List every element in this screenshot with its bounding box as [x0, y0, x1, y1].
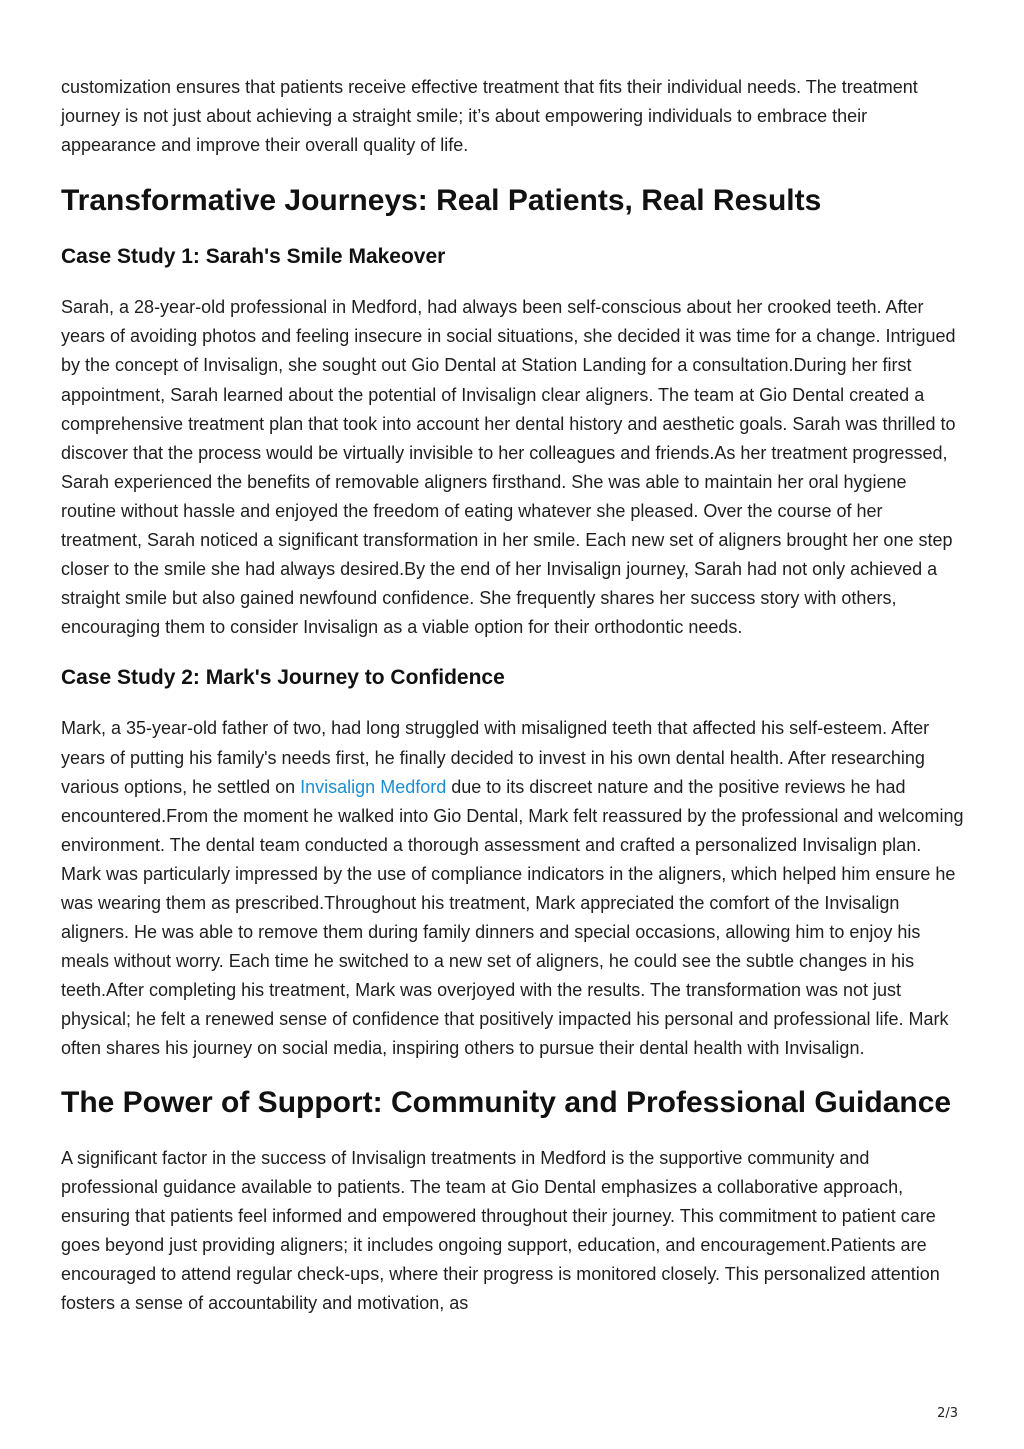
power-of-support-paragraph: A significant factor in the success of Invisalign treatments in Medford is the supportive community and professional guidance available to patients. The team at Gio Dental emphasizes a collaborative approach, ensuring that patients feel informed and empowered throughout their journey. This commitment to patient care goes beyond just providing aligners; it includes ongoing support, education, and encouragement.Patients are encouraged to attend regular check-ups, where their progress is monitored closely. This personalized attention fosters a sense of accountability and motivation, as	[61, 1147, 940, 1313]
case-study-1-paragraph: Sarah, a 28-year-old professional in Medford, had always been self-conscious about her crooked teeth. After years of avoiding photos and feeling insecure in social situations, she decided it was time for a change. Intrigued by the concept of Invisalign, she sought out Gio Dental at Station Landing for a consultation.During her first appointment, Sarah learned about the potential of Invisalign clear aligners. The team at Gio Dental created a comprehensive treatment plan that took into account her dental history and aesthetic goals. Sarah was thrilled to discover that the process would be virtually invisible to her colleagues and friends.As her treatment progressed, Sarah experienced the benefits of removable aligners firsthand. She was able to maintain her oral hygiene routine without hassle and enjoyed the freedom of eating whatever she pleased. Over the course of her treatment, Sarah noticed a significant transformation in her smile. Each new set of aligners brought her one step closer to the smile she had always desired.By the end of her Invisalign journey, Sarah had not only achieved a straight smile but also gained newfound confidence. She frequently shares her success story with others, encouraging them to consider Invisalign as a viable option for their orthodontic needs.	[61, 297, 956, 638]
case-study-2-heading: Case Study 2: Mark's Journey to Confidence	[61, 666, 505, 690]
case-study-2-text-before-link: Mark, a 35-year-old father of two, had long struggled with misaligned teeth that affected his self-esteem. After years of putting his family's needs first, he finally decided to invest in his own dental health. After researching various options, he settled on	[61, 718, 930, 797]
case-study-2-text-after-link: due to its discreet nature and the positive reviews he had encountered.From the moment he walked into Gio Dental, Mark felt reassured by the professional and welcoming environment. The dental team conducted a thorough assessment and crafted a personalized Invisalign plan. Mark was particularly impressed by the use of compliance indicators in the aligners, which helped him ensure he was wearing them as prescribed.Throughout his treatment, Mark appreciated the comfort of the Invisalign aligners. He was able to remove them during family dinners and special occasions, allowing him to enjoy his meals without worry. Each time he switched to a new set of aligners, he could see the subtle changes in his teeth.After completing his treatment, Mark was overjoyed with the results. The transformation was not just physical; he felt a renewed sense of confidence that positively impacted his personal and professional life. Mark often shares his journey on social media, inspiring others to pursue their dental health with Invisalign.	[61, 776, 964, 1059]
invisalign-medford-link[interactable]: Invisalign Medford	[300, 776, 447, 797]
intro-paragraph: customization ensures that patients receive effective treatment that fits their individual needs. The treatment journey is not just about achieving a straight smile; it’s about empowering individuals to embrace their appearance and improve their overall quality of life.	[61, 77, 918, 156]
case-study-1-heading: Case Study 1: Sarah's Smile Makeover	[61, 245, 446, 269]
section-heading-transformative-journeys: Transformative Journeys: Real Patients, Real Results	[61, 184, 822, 218]
page-number: 2/3	[937, 1406, 958, 1421]
section-heading-power-of-support: The Power of Support: Community and Professional Guidance	[61, 1085, 952, 1119]
case-study-2-paragraph	[61, 714, 966, 1063]
document-page	[61, 70, 966, 1318]
